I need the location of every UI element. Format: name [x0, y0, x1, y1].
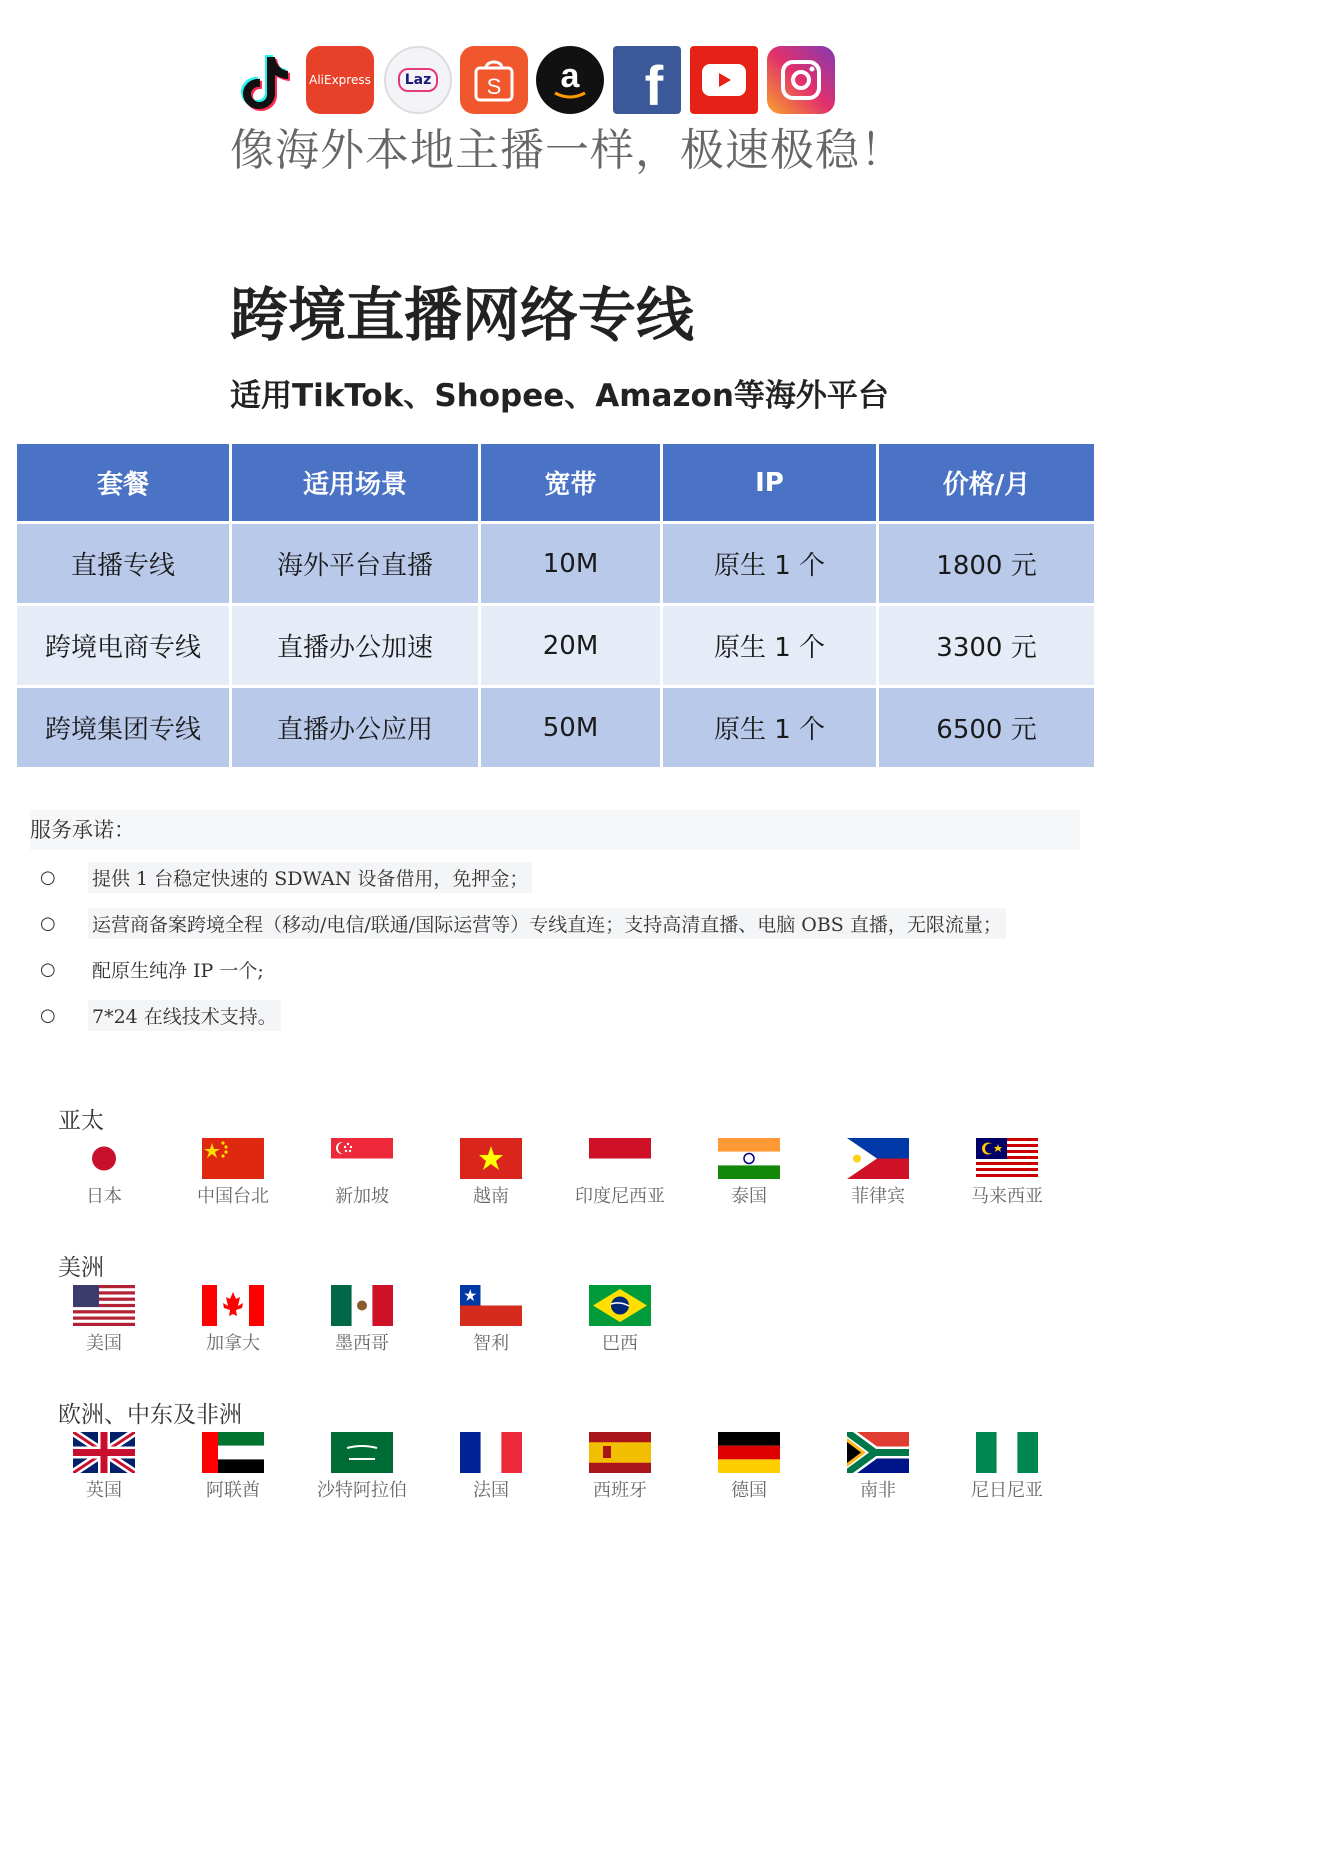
country-uk	[44, 1432, 164, 1503]
cell-package: 跨境集团专线	[17, 688, 232, 770]
uk-flag-icon	[73, 1432, 135, 1473]
svg-text:a: a	[560, 57, 580, 95]
cell-ip: 原生 1 个	[663, 524, 879, 606]
france-flag-icon	[460, 1432, 522, 1473]
bullet-icon: ○	[40, 958, 56, 980]
country-malaysia	[947, 1138, 1067, 1209]
cell-price: 1800 元	[879, 524, 1094, 606]
lazada-icon: Laz	[384, 46, 452, 114]
table-row	[17, 606, 1094, 688]
cell-package: 直播专线	[17, 524, 232, 606]
cell-ip: 原生 1 个	[663, 606, 879, 688]
service-item	[40, 954, 268, 984]
indonesia-flag-icon	[589, 1138, 651, 1179]
pricing-table	[17, 444, 1094, 770]
bullet-icon: ○	[40, 912, 56, 934]
country-label: 新加坡	[335, 1186, 389, 1207]
country-label: 美国	[86, 1333, 122, 1354]
country-label: 法国	[473, 1480, 509, 1501]
instagram-icon	[767, 46, 835, 114]
service-item-text: 提供 1 台稳定快速的 SDWAN 设备借用，免押金；	[88, 862, 532, 893]
table-row	[17, 688, 1094, 770]
country-nigeria	[947, 1432, 1067, 1503]
slogan: 像海外本地主播一样，极速极稳！	[230, 125, 905, 176]
country-label: 马来西亚	[971, 1186, 1043, 1207]
header-bandwidth: 宽带	[481, 444, 663, 524]
country-canada	[173, 1285, 293, 1356]
country-germany	[689, 1432, 809, 1503]
region-title-emea: 欧洲、中东及非洲	[58, 1402, 242, 1428]
table-row	[17, 524, 1094, 606]
platform-icons	[230, 46, 840, 116]
japan-flag-icon	[73, 1138, 135, 1179]
country-label: 印度尼西亚	[575, 1186, 665, 1207]
country-label: 泰国	[731, 1186, 767, 1207]
aliexpress-icon: AliExpress	[306, 46, 374, 114]
country-label: 智利	[473, 1333, 509, 1354]
saudi-flag-icon	[331, 1432, 393, 1473]
country-indonesia	[560, 1138, 680, 1209]
country-philippines	[818, 1138, 938, 1209]
spain-flag-icon	[589, 1432, 651, 1473]
cell-bandwidth: 10M	[481, 524, 663, 606]
country-label: 越南	[473, 1186, 509, 1207]
south-africa-flag-icon	[847, 1432, 909, 1473]
cell-bandwidth: 20M	[481, 606, 663, 688]
country-saudi-arabia	[302, 1432, 422, 1503]
india-flag-icon	[718, 1138, 780, 1179]
tiktok-icon	[230, 46, 298, 114]
country-usa	[44, 1285, 164, 1356]
country-label: 尼日尼亚	[971, 1480, 1043, 1501]
country-label: 日本	[86, 1186, 122, 1207]
cell-scenario: 海外平台直播	[232, 524, 481, 606]
header-ip: IP	[663, 444, 879, 524]
bullet-icon: ○	[40, 866, 56, 888]
country-vietnam	[431, 1138, 551, 1209]
country-chile	[431, 1285, 551, 1356]
canada-flag-icon	[202, 1285, 264, 1326]
facebook-icon: f	[613, 46, 681, 114]
country-brazil	[560, 1285, 680, 1356]
country-south-africa	[818, 1432, 938, 1503]
brazil-flag-icon	[589, 1285, 651, 1326]
country-label: 南非	[860, 1480, 896, 1501]
service-item	[40, 908, 1006, 938]
country-china-taipei	[173, 1138, 293, 1209]
country-japan	[44, 1138, 164, 1209]
usa-flag-icon	[73, 1285, 135, 1326]
youtube-icon	[690, 46, 758, 114]
cell-scenario: 直播办公加速	[232, 606, 481, 688]
svg-text:S: S	[486, 74, 502, 99]
cell-scenario: 直播办公应用	[232, 688, 481, 770]
country-singapore	[302, 1138, 422, 1209]
singapore-flag-icon	[331, 1138, 393, 1179]
philippines-flag-icon	[847, 1138, 909, 1179]
service-item	[40, 862, 532, 892]
country-uae	[173, 1432, 293, 1503]
cell-ip: 原生 1 个	[663, 688, 879, 770]
country-label: 英国	[86, 1480, 122, 1501]
page-subtitle: 适用TikTok、Shopee、Amazon等海外平台	[230, 378, 889, 414]
table-header-row	[17, 444, 1094, 524]
country-label: 阿联酋	[206, 1480, 260, 1501]
country-spain	[560, 1432, 680, 1503]
shopee-icon	[460, 46, 528, 114]
header-package: 套餐	[17, 444, 232, 524]
country-thailand	[689, 1138, 809, 1209]
cell-package: 跨境电商专线	[17, 606, 232, 688]
country-france	[431, 1432, 551, 1503]
service-heading: 服务承诺：	[30, 810, 1080, 850]
cell-bandwidth: 50M	[481, 688, 663, 770]
country-label: 墨西哥	[335, 1333, 389, 1354]
country-label: 菲律宾	[851, 1186, 905, 1207]
country-label: 沙特阿拉伯	[317, 1480, 407, 1501]
mexico-flag-icon	[331, 1285, 393, 1326]
cell-price: 3300 元	[879, 606, 1094, 688]
germany-flag-icon	[718, 1432, 780, 1473]
header-price: 价格/月	[879, 444, 1094, 524]
service-item-text: 运营商备案跨境全程（移动/电信/联通/国际运营等）专线直连；支持高清直播、电脑 OBS 直播，无限流量；	[88, 908, 1006, 939]
bullet-icon: ○	[40, 1004, 56, 1026]
amazon-icon	[536, 46, 604, 114]
country-label: 德国	[731, 1480, 767, 1501]
chile-flag-icon	[460, 1285, 522, 1326]
service-item	[40, 1000, 281, 1030]
china-flag-icon	[202, 1138, 264, 1179]
page-title: 跨境直播网络专线	[230, 281, 695, 349]
country-mexico	[302, 1285, 422, 1356]
region-title-apac: 亚太	[58, 1108, 104, 1134]
region-title-americas: 美洲	[58, 1255, 104, 1281]
country-label: 加拿大	[206, 1333, 260, 1354]
uae-flag-icon	[202, 1432, 264, 1473]
header-scenario: 适用场景	[232, 444, 481, 524]
country-label: 中国台北	[197, 1186, 269, 1207]
nigeria-flag-icon	[976, 1432, 1038, 1473]
service-item-text: 7*24 在线技术支持。	[88, 1000, 281, 1031]
cell-price: 6500 元	[879, 688, 1094, 770]
country-label: 西班牙	[593, 1480, 647, 1501]
malaysia-flag-icon	[976, 1138, 1038, 1179]
country-label: 巴西	[602, 1333, 638, 1354]
service-item-text: 配原生纯净 IP 一个;	[92, 959, 264, 982]
vietnam-flag-icon	[460, 1138, 522, 1179]
